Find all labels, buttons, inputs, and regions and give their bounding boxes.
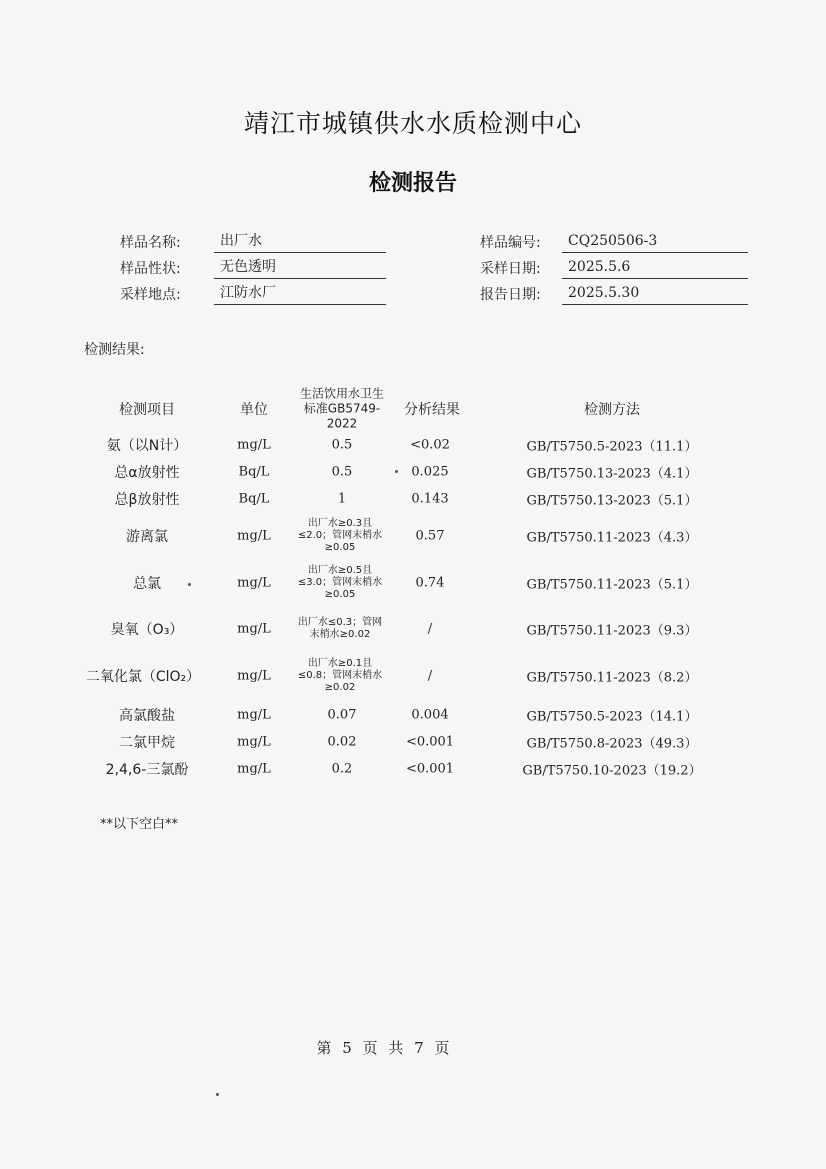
sample-code-row [480,232,750,254]
cell-method: GB/T5750.11-2023（8.2） [526,670,698,686]
cell-standard: 1 [337,491,347,507]
scan-speck [395,470,398,473]
results-section-label: 检测结果: [84,342,145,358]
cell-item: 总氯 [133,576,161,592]
page-indicator: 第 5 页 共 7 页 [316,1039,450,1057]
cell-standard: 出厂水≥0.5且≤3.0；管网末梢水≥0.05 [297,565,383,600]
sample-state-row [120,258,390,280]
cell-method: GB/T5750.11-2023（5.1） [526,577,698,593]
cell-method: GB/T5750.13-2023（5.1） [526,493,698,509]
scan-speck [188,583,191,586]
sample-code-value: CQ250506-3 [562,232,748,253]
sampling-date-value: 2025.5.6 [562,258,748,279]
cell-result: 0.025 [411,464,449,480]
cell-standard: 0.07 [327,707,357,723]
organization-title: 靖江市城镇供水水质检测中心 [243,109,582,138]
cell-method: GB/T5750.5-2023（11.1） [526,439,698,455]
report-date-row [480,284,750,306]
cell-result: <0.001 [405,734,455,750]
cell-unit: Bq/L [238,464,270,480]
cell-item: 臭氧（O₃） [110,622,184,638]
sampling-location-label: 采样地点: [120,287,181,303]
sampling-location-row [120,284,390,306]
cell-standard: 0.02 [327,734,357,750]
header-method: 检测方法 [584,402,640,418]
cell-result: 0.74 [415,575,445,591]
cell-standard: 出厂水≥0.1且≤0.8；管网末梢水≥0.02 [297,658,383,693]
header-unit: 单位 [240,402,268,418]
cell-item: 总β放射性 [114,492,180,508]
cell-unit: mg/L [237,668,271,684]
sample-state-value: 无色透明 [214,258,386,279]
cell-unit: mg/L [237,734,271,750]
cell-result: 0.57 [415,528,445,544]
cell-unit: mg/L [237,761,271,777]
sample-name-value: 出厂水 [214,232,386,253]
sample-code-label: 样品编号: [480,235,541,251]
cell-item: 二氯甲烷 [119,735,175,751]
cell-unit: mg/L [237,621,271,637]
cell-result: / [427,621,433,637]
cell-item: 总α放射性 [114,465,180,481]
cell-item: 二氧化氯（ClO₂） [85,669,201,685]
sampling-location-value: 江防水厂 [214,284,386,305]
cell-method: GB/T5750.8-2023（49.3） [526,736,698,752]
cell-standard: 0.5 [331,464,353,480]
header-item: 检测项目 [119,402,175,418]
blank-below-note: **以下空白** [100,817,179,832]
cell-result: 0.004 [411,707,449,723]
header-result: 分析结果 [404,402,460,418]
cell-method: GB/T5750.11-2023（4.3） [526,530,698,546]
cell-unit: Bq/L [238,491,270,507]
cell-method: GB/T5750.5-2023（14.1） [526,709,698,725]
cell-result: <0.001 [405,761,455,777]
cell-method: GB/T5750.13-2023（4.1） [526,466,698,482]
cell-unit: mg/L [237,707,271,723]
scan-speck [216,1093,219,1096]
sampling-date-row [480,258,750,280]
report-title: 检测报告 [368,171,457,196]
cell-result: / [427,668,433,684]
cell-standard: 出厂水≤0.3；管网末梢水≥0.02 [297,617,383,640]
sampling-date-label: 采样日期: [480,261,541,277]
sample-name-row [120,232,390,254]
header-standard: 生活饮用水卫生标准GB5749-2022 [299,386,384,431]
cell-standard: 0.2 [331,761,353,777]
sample-state-label: 样品性状: [120,261,181,277]
cell-item: 氨（以N计） [106,438,188,454]
cell-method: GB/T5750.11-2023（9.3） [526,623,698,639]
cell-unit: mg/L [237,575,271,591]
cell-method: GB/T5750.10-2023（19.2） [522,763,702,779]
cell-result: 0.143 [411,491,449,507]
cell-unit: mg/L [237,528,271,544]
cell-item: 游离氯 [126,529,168,545]
cell-standard: 出厂水≥0.3且≤2.0；管网末梢水≥0.05 [297,518,383,553]
cell-item: 高氯酸盐 [119,708,175,724]
cell-unit: mg/L [237,437,271,453]
report-date-value: 2025.5.30 [562,284,748,305]
cell-result: <0.02 [410,437,450,453]
cell-standard: 0.5 [331,437,353,453]
sample-name-label: 样品名称: [120,235,181,251]
cell-item: 2,4,6-三氯酚 [105,762,189,778]
report-date-label: 报告日期: [480,287,541,303]
